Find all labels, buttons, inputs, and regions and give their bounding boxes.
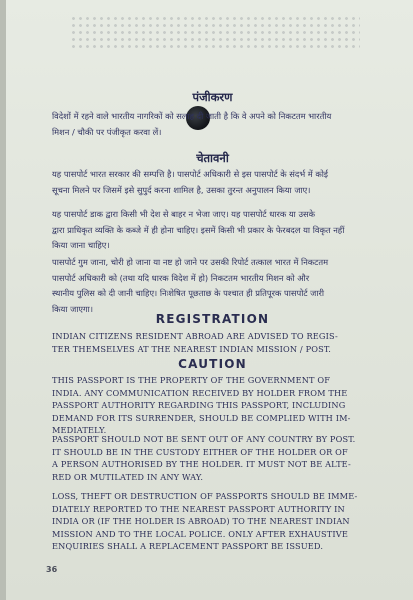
caution-para-1: THIS PASSPORT IS THE PROPERTY OF THE GOVERNMENT OF INDIA. ANY COMMUNICATION RECEIVED BY HOLDER FROM THE PASSPORT AUTHORITY REGARDING THIS PASSPORT, INCLUDING DEMAND FOR ITS SURRENDER, SHOULD BE COMPLIED WITH IM- MEDIATELY. bbox=[52, 375, 351, 436]
caution-heading: CAUTION bbox=[178, 357, 247, 371]
hindi-registration-text: विदेशों में रहने वाले भारतीय नागरिकों को सलाह दी जाती है कि वे अपने को निकटतम भारतीय मिशन / चौकी पर पंजीकृत करवा लें। bbox=[52, 111, 332, 137]
registration-heading: REGISTRATION bbox=[155, 312, 270, 326]
hindi-caution-heading: चेतावनी bbox=[196, 151, 229, 165]
perforated-passport-number bbox=[70, 15, 360, 49]
hindi-registration-heading: पंजीकरण bbox=[192, 90, 233, 104]
hindi-caution-para-1: यह पासपोर्ट भारत सरकार की सम्पत्ति है। पासपोर्ट अधिकारी से इस पासपोर्ट के संदर्भ में कोई सूचना मिलने पर जिसमें इसे सुपुर्द करना शामिल है, उसका तुरन्त अनुपालन किया जाए। bbox=[52, 169, 328, 195]
caution-para-3: LOSS, THEFT OR DESTRUCTION OF PASSPORTS SHOULD BE IMME- DIATELY REPORTED TO THE NEAREST PASSPORT AUTHORITY IN INDIA OR (IF THE HOLDER IS ABROAD) TO THE NEAREST INDIAN MISSION AND TO THE LOCAL POLICE. ONLY AFTER EXHAUSTIVE ENQUIRIES SHALL A REPLACEMENT PASSPORT BE ISSUED. bbox=[52, 491, 358, 552]
hindi-caution-para-3: पासपोर्ट गुम जाना, चोरी हो जाना या नष्ट हो जाने पर उसकी रिपोर्ट तत्काल भारत में निकटतम पासपोर्ट अधिकारी को (तथा यदि धारक विदेश में हो) निकटतम भारतीय मिशन को और स्थानीय पुलिस को दी जानी चाहिए। निःशेषित पूछताछ के पश्चात ही प्रतिपूरक पासपोर्ट जारी किया जाएगा। bbox=[52, 257, 329, 314]
page-number: 36 bbox=[46, 565, 58, 574]
registration-text: INDIAN CITIZENS RESIDENT ABROAD ARE ADVISED TO REGIS- TER THEMSELVES AT THE NEAREST INDIAN MISSION / POST. bbox=[52, 331, 338, 354]
caution-para-2: PASSPORT SHOULD NOT BE SENT OUT OF ANY COUNTRY BY POST. IT SHOULD BE IN THE CUSTODY EITHER OF THE HOLDER OR OF A PERSON AUTHORISED BY THE HOLDER. IT MUST NOT BE ALTE- RED OR MUTILATED IN ANY WAY. bbox=[52, 434, 356, 482]
hindi-caution-para-2: यह पासपोर्ट डाक द्वारा किसी भी देश से बाहर न भेजा जाए। यह पासपोर्ट धारक या उसके द्वारा प्राधिकृत व्यक्ति के कब्जे में ही होना चाहिए। इसमें किसी भी प्रकार के फेरबदल या विकृत नहीं किया जाना चाहिए। bbox=[52, 209, 345, 250]
